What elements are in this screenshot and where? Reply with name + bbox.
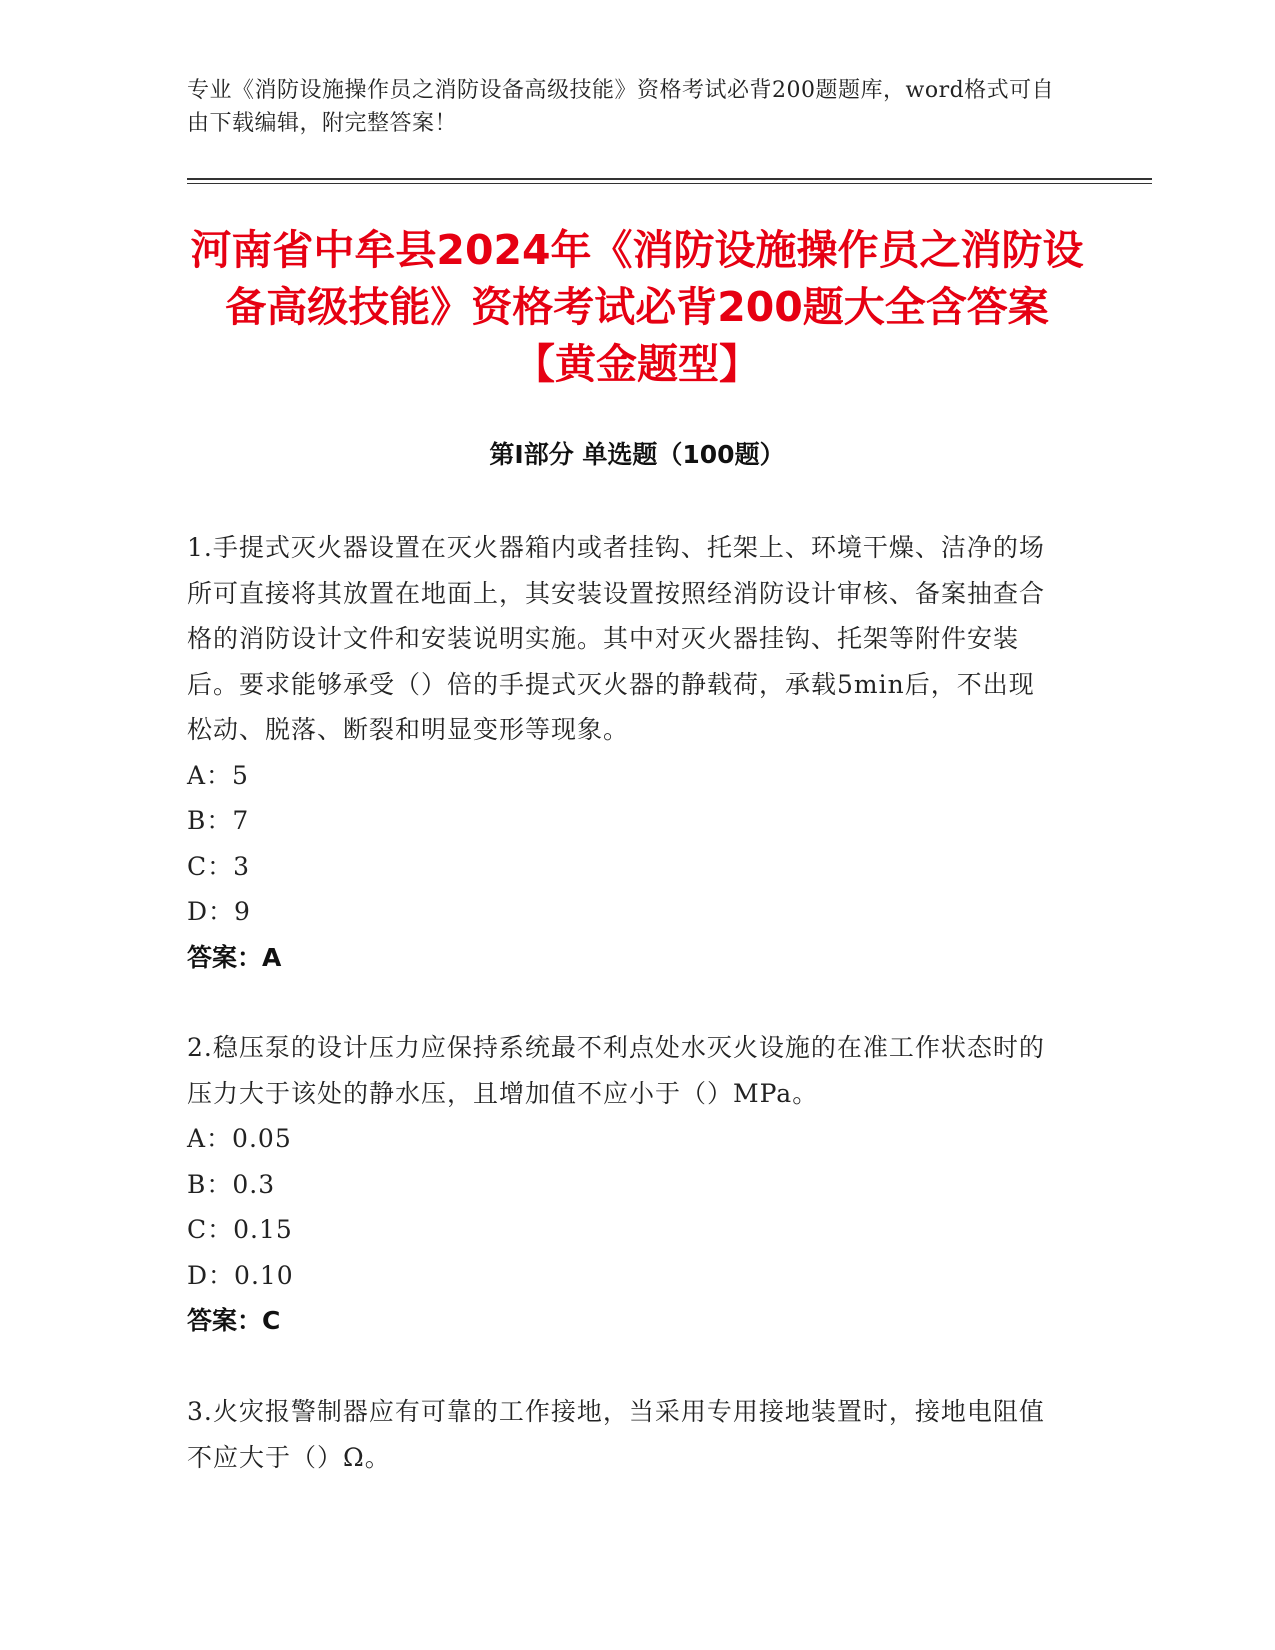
- question-stem: 3.火灾报警制器应有可靠的工作接地，当采用专用接地装置时，接地电阻值不应大于（）Ω。: [187, 1397, 1045, 1472]
- question-1: [187, 525, 1057, 980]
- question-3: [187, 1389, 1057, 1480]
- section-title: 第Ⅰ部分 单选题（100题）: [489, 440, 785, 469]
- option-a: A：5: [187, 760, 249, 790]
- option-d: D：9: [187, 897, 251, 926]
- answer-label: 答案：C: [187, 1306, 281, 1335]
- option-d: D：0.10: [187, 1260, 294, 1290]
- header-divider-thick: [187, 178, 1152, 180]
- header-note: 专业《消防设施操作员之消防设备高级技能》资格考试必背200题题库，word格式可自由下载编辑，附完整答案！: [187, 78, 1055, 136]
- header-divider-thin: [187, 183, 1152, 184]
- answer-label: 答案：A: [187, 942, 282, 972]
- question-2: [187, 1025, 1057, 1344]
- option-b: B：0.3: [187, 1169, 276, 1199]
- option-b: B：7: [187, 806, 250, 835]
- question-stem: 2.稳压泵的设计压力应保持系统最不利点处水灭火设施的在准工作状态时的压力大于该处的静水压，且增加值不应小于（）MPa。: [187, 1033, 1045, 1108]
- option-c: C：3: [187, 851, 251, 881]
- question-stem: 1.手提式灭火器设置在灭火器箱内或者挂钩、托架上、环境干燥、洁净的场所可直接将其放置在地面上，其安装设置按照经消防设计审核、备案抽查合格的消防设计文件和安装说明实施。其中对灭火器挂钩、托架等附件安装后。要求能够承受（）倍的手提式灭火器的静载荷，承载5min后，不出现松动、脱落、断裂和明显变形等现象。: [187, 533, 1046, 744]
- option-a: A：0.05: [187, 1124, 292, 1153]
- option-c: C：0.15: [187, 1215, 293, 1244]
- document-title: 河南省中牟县2024年《消防设施操作员之消防设备高级技能》资格考试必背200题大全含答案【黄金题型】: [190, 226, 1084, 388]
